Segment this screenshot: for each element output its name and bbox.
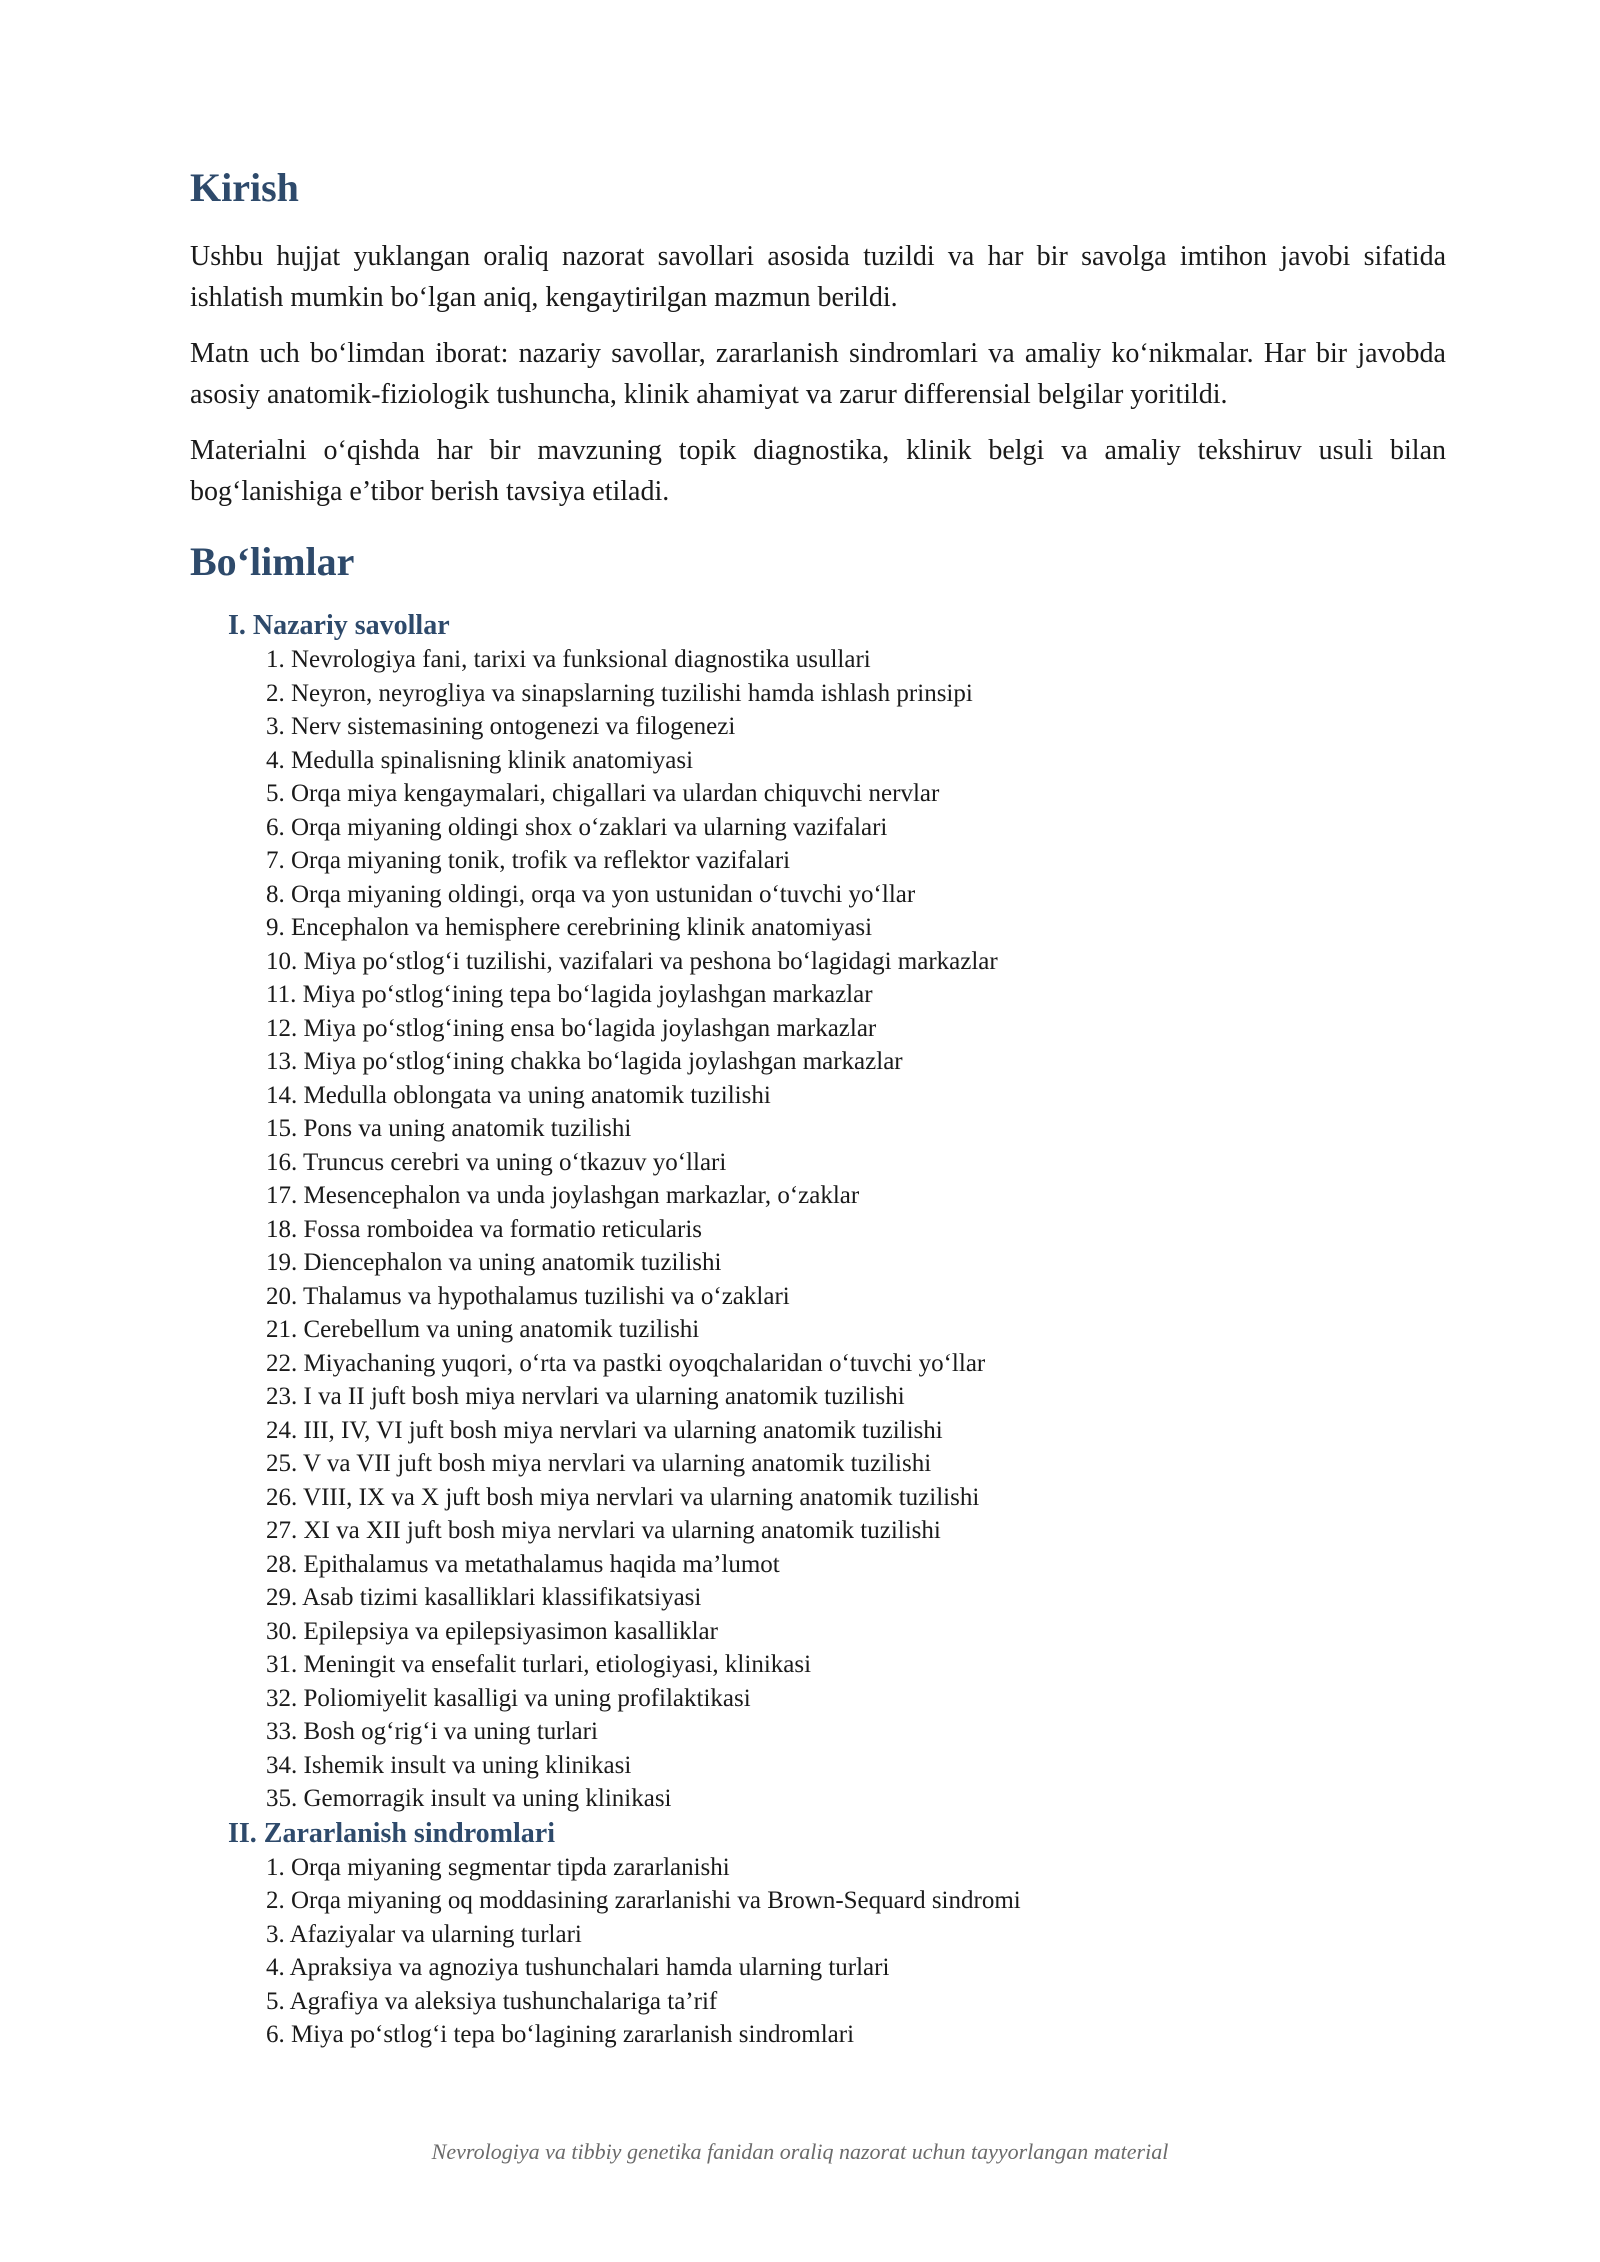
question-item: 31. Meningit va ensefalit turlari, etiologiyasi, klinikasi — [266, 1651, 812, 1678]
part-title: II. Zararlanish sindromlari — [228, 1817, 555, 1849]
question-item: 14. Medulla oblongata va uning anatomik tuzilishi — [266, 1081, 771, 1109]
question-item: 24. III, IV, VI juft bosh miya nervlari va ularning anatomik tuzilishi — [266, 1416, 943, 1444]
question-item: 1. Orqa miyaning segmentar tipda zararlanishi — [266, 1853, 730, 1881]
question-item: 29. Asab tizimi kasalliklari klassifikatsiyasi — [266, 1584, 702, 1611]
question-item: 9. Encephalon va hemisphere cerebrining klinik anatomiyasi — [266, 914, 873, 941]
part-theory — [190, 608, 1446, 1816]
question-item: 4. Medulla spinalisning klinik anatomiyasi — [266, 746, 694, 774]
page-footer: Nevrologiya va tibbiy genetika fanidan oraliq nazorat uchun tayyorlangan material — [431, 2139, 1169, 2164]
question-item: 32. Poliomiyelit kasalligi va uning profilaktikasi — [266, 1684, 751, 1712]
question-list — [190, 1851, 1446, 2052]
intro-paragraph: Materialni o‘qishda har bir mavzuning topik diagnostika, klinik belgi va amaliy tekshiruv usuli bilan bog‘lanishiga e’tibor berish tavsiya etiladi. — [190, 435, 1446, 507]
question-item: 22. Miyachaning yuqori, o‘rta va pastki oyoqchalaridan o‘tuvchi yo‘llar — [266, 1349, 986, 1377]
part-syndromes — [190, 1816, 1446, 2052]
question-item: 21. Cerebellum va uning anatomik tuzilishi — [266, 1316, 700, 1343]
question-item: 3. Afaziyalar va ularning turlari — [266, 1920, 582, 1948]
intro-section — [190, 160, 1446, 512]
intro-paragraph: Ushbu hujjat yuklangan oraliq nazorat savollari asosida tuzildi va har bir savolga imtihon javobi sifatida ishlatish mumkin bo‘lgan aniq, kengaytirilgan mazmun berildi. — [190, 241, 1446, 313]
question-item: 35. Gemorragik insult va uning klinikasi — [266, 1785, 672, 1812]
question-item: 10. Miya po‘stlog‘i tuzilishi, vazifalari va peshona bo‘lagidagi markazlar — [266, 947, 998, 975]
page-content — [190, 160, 1446, 2052]
question-item: 34. Ishemik insult va uning klinikasi — [266, 1751, 632, 1779]
question-item: 13. Miya po‘stlog‘ining chakka bo‘lagida joylashgan markazlar — [266, 1048, 903, 1075]
sections-section — [190, 534, 1446, 2052]
question-item: 6. Orqa miyaning oldingi shox o‘zaklari va ularning vazifalari — [266, 813, 888, 841]
question-item: 16. Truncus cerebri va uning o‘tkazuv yo‘llari — [266, 1148, 727, 1176]
question-item: 17. Mesencephalon va unda joylashgan markazlar, o‘zaklar — [266, 1182, 860, 1209]
intro-paragraph: Matn uch bo‘limdan iborat: nazariy savollar, zararlanish sindromlari va amaliy ko‘nikmalar. Har bir javobda asosiy anatomik-fiziologik tushuncha, klinik ahamiyat va zarur differensial belgilar yoritildi. — [190, 338, 1446, 410]
question-item: 28. Epithalamus va metathalamus haqida ma’lumot — [266, 1550, 780, 1578]
question-item: 15. Pons va uning anatomik tuzilishi — [266, 1115, 632, 1142]
question-item: 3. Nerv sistemasining ontogenezi va filogenezi — [266, 713, 736, 740]
question-item: 8. Orqa miyaning oldingi, orqa va yon ustunidan o‘tuvchi yo‘llar — [266, 880, 916, 908]
intro-heading: Kirish — [190, 165, 299, 210]
question-item: 11. Miya po‘stlog‘ining tepa bo‘lagida joylashgan markazlar — [266, 981, 873, 1008]
question-list — [190, 643, 1446, 1816]
question-item: 19. Diencephalon va uning anatomik tuzilishi — [266, 1249, 722, 1276]
sections-heading: Bo‘limlar — [190, 539, 355, 584]
question-item: 27. XI va XII juft bosh miya nervlari va ularning anatomik tuzilishi — [266, 1517, 941, 1544]
question-item: 20. Thalamus va hypothalamus tuzilishi va o‘zaklari — [266, 1282, 790, 1310]
question-item: 23. I va II juft bosh miya nervlari va ularning anatomik tuzilishi — [266, 1383, 905, 1410]
question-item: 1. Nevrologiya fani, tarixi va funksional diagnostika usullari — [266, 646, 871, 673]
question-item: 5. Agrafiya va aleksiya tushunchalariga ta’rif — [266, 1987, 718, 2015]
question-item: 33. Bosh og‘rig‘i va uning turlari — [266, 1718, 598, 1745]
question-item: 12. Miya po‘stlog‘ining ensa bo‘lagida joylashgan markazlar — [266, 1014, 877, 1042]
part-title: I. Nazariy savollar — [228, 610, 450, 641]
question-item: 26. VIII, IX va X juft bosh miya nervlari va ularning anatomik tuzilishi — [266, 1483, 980, 1511]
question-item: 2. Neyron, neyrogliya va sinapslarning tuzilishi hamda ishlash prinsipi — [266, 679, 973, 707]
question-item: 6. Miya po‘stlog‘i tepa bo‘lagining zararlanish sindromlari — [266, 2021, 855, 2048]
question-item: 7. Orqa miyaning tonik, trofik va reflektor vazifalari — [266, 847, 791, 874]
question-item: 5. Orqa miya kengaymalari, chigallari va ulardan chiquvchi nervlar — [266, 780, 940, 807]
question-item: 25. V va VII juft bosh miya nervlari va ularning anatomik tuzilishi — [266, 1450, 932, 1477]
question-item: 4. Apraksiya va agnoziya tushunchalari hamda ularning turlari — [266, 1954, 890, 1981]
question-item: 30. Epilepsiya va epilepsiyasimon kasalliklar — [266, 1617, 718, 1645]
question-item: 18. Fossa romboidea va formatio reticularis — [266, 1215, 702, 1243]
question-item: 2. Orqa miyaning oq moddasining zararlanishi va Brown-Sequard sindromi — [266, 1887, 1021, 1914]
